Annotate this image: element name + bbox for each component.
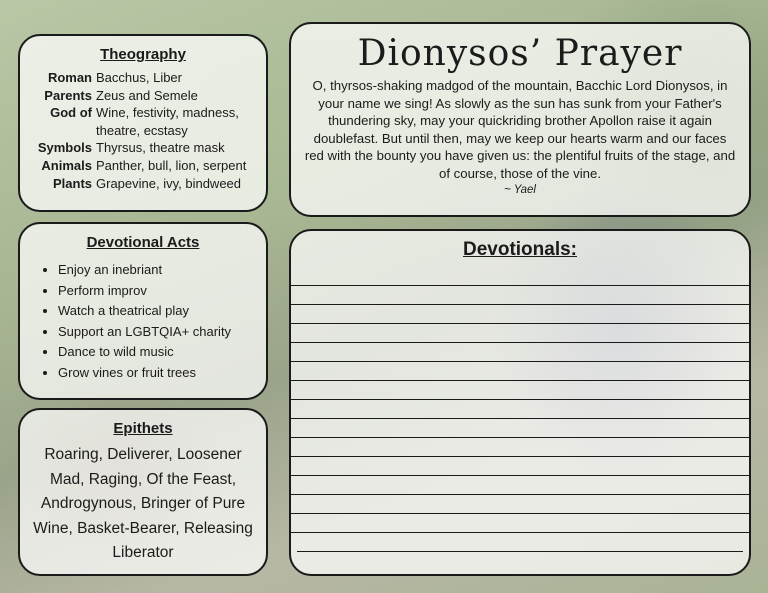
writing-line[interactable] — [291, 494, 749, 495]
fact-key: Parents — [44, 87, 92, 103]
prayer-title: Dionysos’ Prayer — [357, 33, 683, 74]
list-item: • Perform improv — [58, 281, 266, 302]
fact-row — [36, 87, 266, 105]
prayer-panel — [289, 22, 751, 217]
list-item: • Enjoy an inebriant — [58, 260, 266, 281]
epithets-panel — [18, 408, 268, 576]
writing-line[interactable] — [291, 380, 749, 381]
epithets-title: Epithets — [113, 420, 173, 437]
epithets-text: Roaring, Deliverer, Loosener Mad, Raging, Of the Feast, Androgynous, Bringer of Pure Wine, Basket-Bearer, Releasing Liberator — [33, 446, 253, 561]
list-item: • Support an LGBTQIA+ charity — [58, 322, 266, 343]
writing-line[interactable] — [291, 475, 749, 476]
theography-facts — [36, 69, 266, 192]
fact-row — [36, 104, 266, 139]
fact-key: Plants — [52, 175, 92, 191]
list-item: • Dance to wild music — [58, 342, 266, 363]
fact-key: Animals — [41, 157, 92, 173]
fact-value: Thyrsus, theatre mask — [96, 140, 225, 156]
devotional-acts-title: Devotional Acts — [86, 234, 200, 251]
writing-line[interactable] — [291, 418, 749, 419]
writing-line[interactable] — [291, 342, 749, 343]
writing-line[interactable] — [291, 323, 749, 324]
list-item: • Watch a theatrical play — [58, 301, 266, 322]
devotionals-panel — [289, 229, 751, 576]
devotional-acts-list — [20, 260, 266, 383]
fact-key: Symbols — [37, 140, 92, 156]
writing-line[interactable] — [291, 456, 749, 457]
fact-key: Roman — [47, 70, 92, 85]
devotional-acts-panel — [18, 222, 268, 400]
writing-line[interactable] — [291, 437, 749, 438]
fact-row — [36, 157, 266, 175]
writing-line[interactable] — [291, 304, 749, 305]
writing-line[interactable] — [291, 361, 749, 362]
fact-row — [36, 175, 266, 193]
fact-value: Panther, bull, lion, serpent — [96, 157, 247, 173]
fact-value: Bacchus, Liber — [96, 70, 182, 85]
fact-row — [36, 69, 266, 87]
devotionals-title: Devotionals: — [462, 239, 578, 260]
fact-row — [36, 139, 266, 157]
writing-line[interactable] — [291, 513, 749, 514]
prayer-text: O, thyrsos-shaking madgod of the mountain, Bacchic Lord Dionysos, in your name we sing! As slowly as the sun has sunk from your Father's thundering sky, may your quickriding brother Apollon raise it again doublefast. But until then, may we keep our hearts warm and our faces red with the bounty you have given us: the plentiful fruits of the stage, and of course, those of the vine. — [304, 78, 736, 181]
writing-line[interactable] — [291, 399, 749, 400]
writing-line[interactable] — [297, 551, 743, 552]
list-item: • Grow vines or fruit trees — [58, 363, 266, 384]
theography-title: Theography — [100, 46, 186, 63]
theography-panel — [18, 34, 268, 212]
prayer-signature: ~ Yael — [504, 183, 536, 196]
writing-line[interactable] — [291, 285, 749, 286]
fact-value: Wine, festivity, madness, theatre, ecstasy — [96, 105, 239, 138]
fact-value: Grapevine, ivy, bindweed — [96, 175, 242, 191]
fact-value: Zeus and Semele — [96, 87, 198, 103]
fact-key: God of — [50, 105, 92, 121]
writing-line[interactable] — [291, 532, 749, 533]
